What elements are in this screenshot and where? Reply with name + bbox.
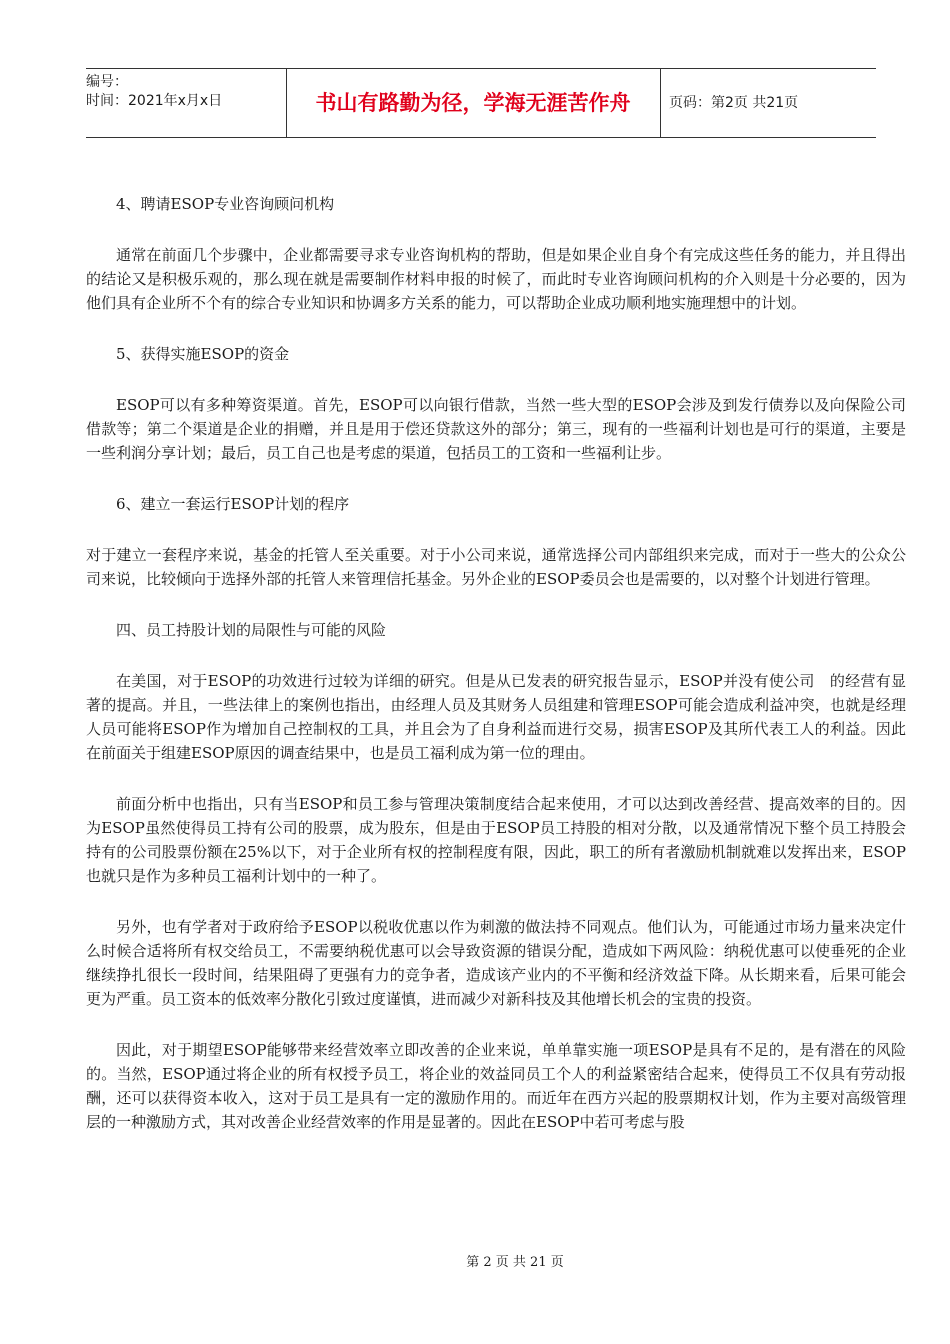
section-heading: 6、建立一套运行ESOP计划的程序 bbox=[116, 495, 350, 513]
paragraph: 对于建立一套程序来说，基金的托管人至关重要。对于小公司来说，通常选择公司内部组织来完成，而对于一些大的公众公司来说，比较倾向于选择外部的托管人来管理信托基金。另外企业的ESOP委员会也是需要的，以对整个计划进行管理。 bbox=[86, 546, 906, 588]
section-heading: 四、员工持股计划的局限性与可能的风险 bbox=[116, 621, 387, 639]
section-heading: 5、获得实施ESOP的资金 bbox=[116, 345, 290, 363]
page-header bbox=[86, 68, 876, 138]
paragraph: 在美国，对于ESOP的功效进行过较为详细的研究。但是从已发表的研究报告显示，ESOP并没有使公司 的经营有显著的提高。并且，一些法律上的案例也指出，由经理人员及其财务人员组建和管理ESOP可能会造成利益冲突，也就是经理人员可能将ESOP作为增加自己控制权的工具，并且会为了自身利益而进行交易，损害ESOP及其所代表工人的利益。因此在前面关于组建ESOP原因的调查结果中，也是员工福利成为第一位的理由。 bbox=[86, 672, 906, 762]
page-footer: 第 2 页 共 21 页 bbox=[466, 1255, 564, 1270]
paragraph: 前面分析中也指出，只有当ESOP和员工参与管理决策制度结合起来使用，才可以达到改善经营、提高效率的目的。因为ESOP虽然使得员工持有公司的股票，成为股东，但是由于ESOP员工持股的相对分散，以及通常情况下整个员工持股会持有的公司股票份额在25%以下，对于企业所有权的控制程度有限，因此，职工的所有者激励机制就难以发挥出来，ESOP也就只是作为多种员工福利计划中的一种了。 bbox=[86, 795, 906, 885]
section-heading: 4、聘请ESOP专业咨询顾问机构 bbox=[116, 195, 335, 213]
header-motto: 书山有路勤为径，学海无涯苦作舟 bbox=[315, 91, 631, 115]
document-body bbox=[86, 192, 906, 1161]
paragraph: 通常在前面几个步骤中，企业都需要寻求专业咨询机构的帮助，但是如果企业自身个有完成这些任务的能力，并且得出的结论又是积极乐观的，那么现在就是需要制作材料申报的时候了，而此时专业咨询顾问机构的介入则是十分必要的，因为他们具有企业所不个有的综合专业知识和协调多方关系的能力，可以帮助企业成功顺利地实施理想中的计划。 bbox=[86, 246, 906, 312]
paragraph: ESOP可以有多种筹资渠道。首先，ESOP可以向银行借款，当然一些大型的ESOP会涉及到发行债券以及向保险公司借款等；第二个渠道是企业的捐赠，并且是用于偿还贷款这外的部分；第三，现有的一些福利计划也是可行的渠道，主要是一些利润分享计划；最后，员工自己也是考虑的渠道，包括员工的工资和一些福利让步。 bbox=[86, 396, 906, 462]
paragraph: 另外，也有学者对于政府给予ESOP以税收优惠以作为刺激的做法持不同观点。他们认为，可能通过市场力量来决定什么时候合适将所有权交给员工，不需要纳税优惠可以会导致资源的错误分配，造成如下两风险：纳税优惠可以使垂死的企业继续挣扎很长一段时间，结果阻碍了更强有力的竞争者，造成该产业内的不平衡和经济效益下降。从长期来看，后果可能会更为严重。员工资本的低效率分散化引致过度谨慎，进而减少对新科技及其他增长机会的宝贵的投资。 bbox=[86, 918, 906, 1008]
document-time: 时间：2021年x月x日 bbox=[86, 93, 223, 109]
header-meta bbox=[86, 69, 286, 141]
header-divider bbox=[660, 69, 661, 137]
header-page-number: 页码：第2页 共21页 bbox=[669, 95, 799, 111]
paragraph: 因此，对于期望ESOP能够带来经营效率立即改善的企业来说，单单靠实施一项ESOP是具有不足的，是有潜在的风险的。当然，ESOP通过将企业的所有权授予员工，将企业的效益同员工个人的利益紧密结合起来，使得员工不仅具有劳动报酬，还可以获得资本收入，这对于员工是具有一定的激励作用的。而近年在西方兴起的股票期权计划，作为主要对高级管理层的一种激励方式，其对改善企业经营效率的作用是显著的。因此在ESOP中若可考虑与股 bbox=[86, 1041, 906, 1131]
document-number: 编号： bbox=[86, 74, 128, 90]
